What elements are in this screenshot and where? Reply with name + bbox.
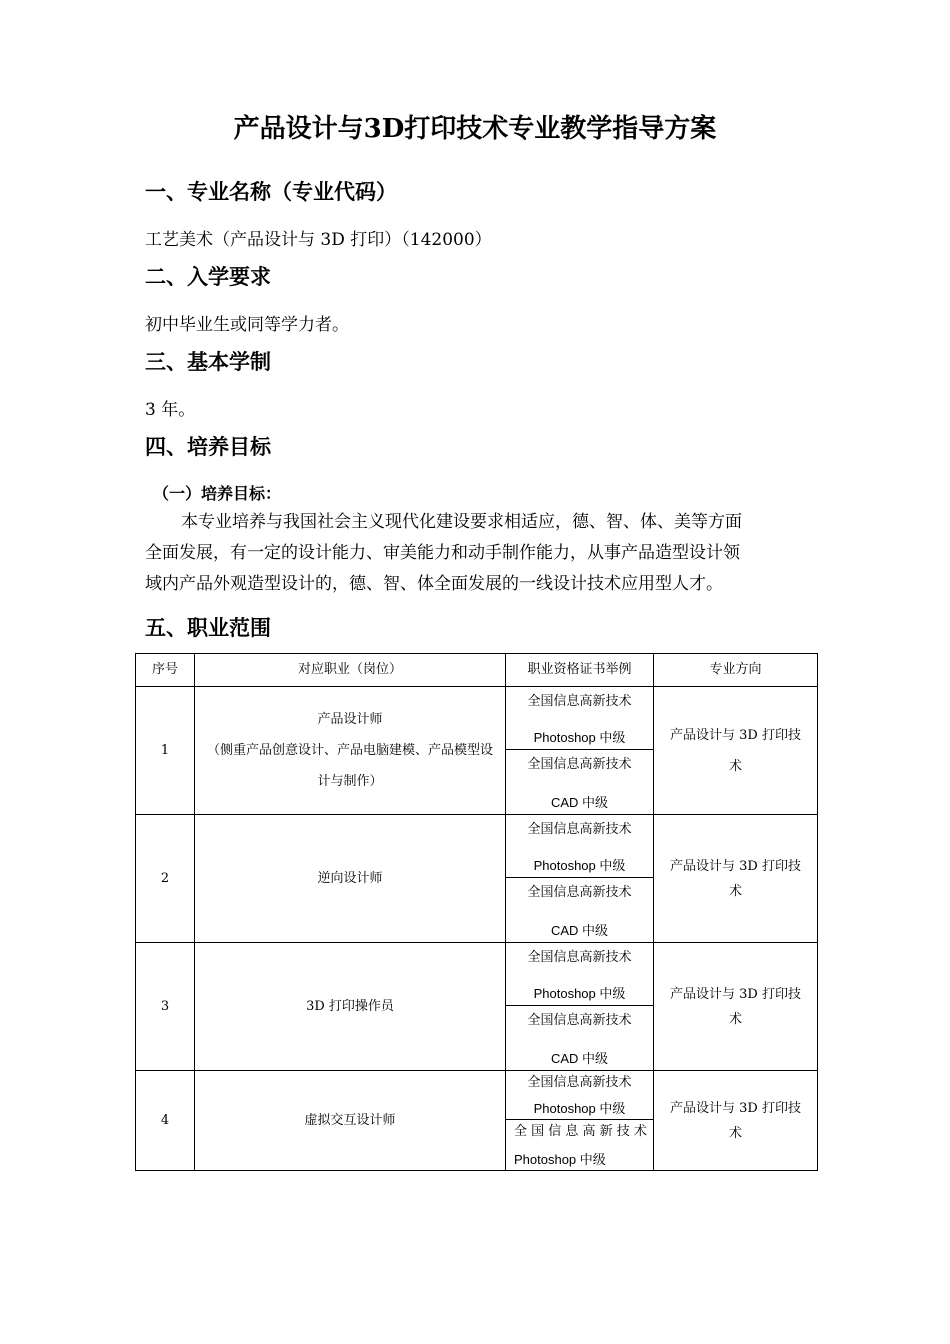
direction-text: 产品设计与 3D 打印技术 <box>670 986 801 1027</box>
cert-level: Photoshop 中级 <box>514 1152 606 1167</box>
subheading-goals: （一）培养目标： <box>153 484 282 503</box>
cert-item <box>506 878 653 942</box>
table-row <box>136 1071 818 1171</box>
goals-paragraph <box>145 507 825 600</box>
section-heading-career: 五、职业范围 <box>145 616 271 640</box>
section-heading-admission: 二、入学要求 <box>145 265 271 289</box>
cert-issuer: 全国信息高新技术 <box>527 885 632 900</box>
table-row <box>136 687 818 815</box>
direction-cell <box>654 687 818 815</box>
table-header-cell: 对应职业（岗位） <box>195 654 506 687</box>
cert-item <box>506 1071 653 1120</box>
cert-item <box>506 943 653 1006</box>
cert-cell <box>506 943 654 1071</box>
goals-line: 全面发展，有一定的设计能力、审美能力和动手制作能力，从事产品造型设计领 <box>145 543 740 563</box>
role-cell <box>195 815 506 943</box>
major-name-text: 工艺美术（产品设计与 3D 打印）（142000） <box>145 230 492 250</box>
table-header-cell: 序号 <box>136 654 195 687</box>
cert-item <box>506 1006 653 1070</box>
cert-cell <box>506 687 654 815</box>
page-title: 产品设计与3D打印技术专业教学指导方案 <box>233 114 717 144</box>
table-header-cell: 职业资格证书举例 <box>506 654 654 687</box>
direction-text: 产品设计与 3D 打印技术 <box>670 1100 801 1141</box>
cert-issuer: 全国信息高新技术 <box>527 822 632 837</box>
admission-text: 初中毕业生或同等学力者。 <box>145 315 349 335</box>
cert-cell <box>506 815 654 943</box>
section-heading-name: 一、专业名称（专业代码） <box>145 180 397 204</box>
section-heading-duration: 三、基本学制 <box>145 350 271 374</box>
role-title: 逆向设计师 <box>317 870 383 886</box>
role-cell <box>195 1071 506 1171</box>
goals-line: 本专业培养与我国社会主义现代化建设要求相适应，德、智、体、美等方面 <box>181 512 742 532</box>
role-cell <box>195 687 506 815</box>
table-header-row <box>136 654 818 687</box>
direction-cell <box>654 943 818 1071</box>
table-row <box>136 943 818 1071</box>
role-title: 产品设计师 <box>317 712 383 727</box>
cert-item <box>506 750 653 814</box>
cert-item <box>506 1120 653 1170</box>
direction-cell <box>654 815 818 943</box>
role-subtitle: （侧重产品创意设计、产品电脑建模、产品模型设计与制作） <box>206 743 493 789</box>
direction-cell <box>654 1071 818 1171</box>
table-row <box>136 815 818 943</box>
cert-issuer: 全国信息高新技术 <box>527 950 632 965</box>
table-header-cell: 专业方向 <box>654 654 818 687</box>
cert-cell <box>506 1071 654 1171</box>
goals-line: 域内产品外观造型设计的，德、智、体全面发展的一线设计技术应用型人才。 <box>145 574 723 594</box>
cert-issuer: 全国信息高新技术 <box>527 694 632 709</box>
row-number: 4 <box>136 1071 195 1171</box>
cert-level: CAD 中级 <box>550 1051 609 1066</box>
cert-issuer: 全国信息高新技术 <box>527 1013 632 1028</box>
cert-level: CAD 中级 <box>550 923 609 938</box>
cert-level: CAD 中级 <box>550 795 609 810</box>
cert-level: Photoshop 中级 <box>533 1101 626 1116</box>
duration-text: 3 年。 <box>145 400 196 420</box>
direction-text: 产品设计与 3D 打印技术 <box>670 858 801 899</box>
row-number: 2 <box>136 815 195 943</box>
section-heading-goals: 四、培养目标 <box>145 435 271 459</box>
cert-issuer: 全国信息高新技术 <box>527 1075 632 1090</box>
row-number: 3 <box>136 943 195 1071</box>
role-title: 虚拟交互设计师 <box>304 1112 396 1128</box>
role-cell <box>195 943 506 1071</box>
cert-item <box>506 687 653 750</box>
cert-level: Photoshop 中级 <box>533 858 626 873</box>
cert-level: Photoshop 中级 <box>533 730 626 745</box>
career-table <box>135 653 818 1171</box>
cert-item <box>506 815 653 878</box>
direction-text: 产品设计与 3D 打印技术 <box>670 727 801 774</box>
row-number: 1 <box>136 687 195 815</box>
cert-level: Photoshop 中级 <box>533 986 626 1001</box>
cert-issuer: 全 国 信 息 高 新 技 术 <box>514 1124 647 1139</box>
cert-issuer: 全国信息高新技术 <box>527 757 632 772</box>
role-title: 3D 打印操作员 <box>306 998 394 1014</box>
